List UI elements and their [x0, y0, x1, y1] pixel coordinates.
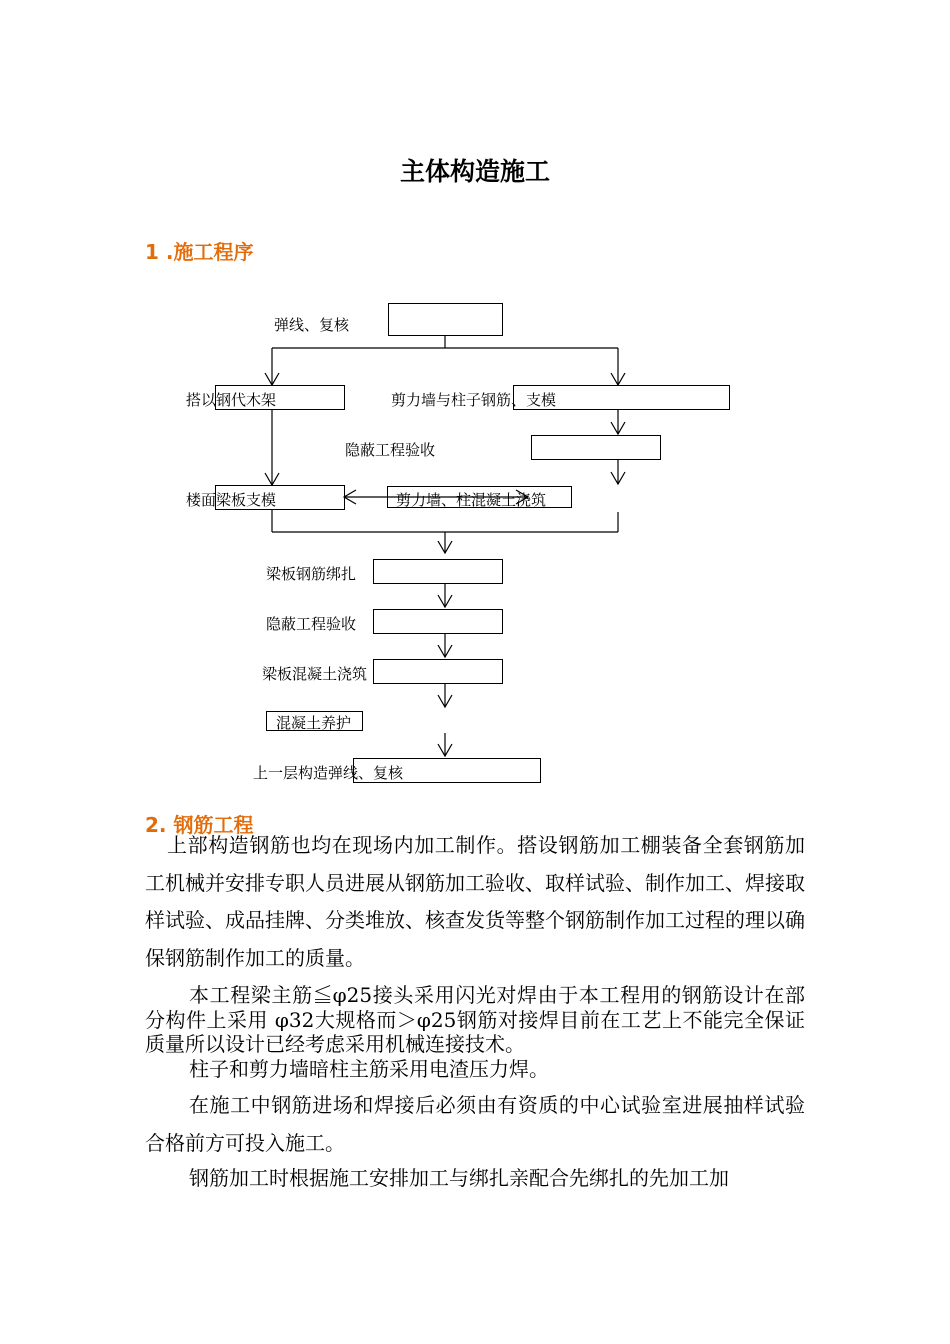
flow-box-start: [388, 303, 503, 336]
paragraph-4: 在施工中钢筋进场和焊接后必须由有资质的中心试验室进展抽样试验合格前方可投入施工。: [145, 1093, 805, 1155]
flow-label-beam-concrete: 梁板混凝土浇筑: [262, 665, 368, 683]
flow-label-concealed-1: 隐蔽工程验收: [345, 441, 436, 459]
flow-label-beam-rebar: 梁板钢筋绑扎: [266, 565, 357, 583]
flow-label-snap-line: 弹线、复核: [274, 316, 350, 334]
paragraph-3: 柱子和剪力墙暗柱主筋采用电渣压力焊。: [189, 1057, 549, 1081]
flow-box-concealed-right: [531, 435, 661, 460]
flow-label-wall-concrete: 剪力墙、柱混凝土浇筑: [396, 491, 547, 509]
page-title: 主体构造施工: [399, 157, 550, 186]
flow-label-curing: 混凝土养护: [276, 714, 352, 732]
paragraph-1: 上部构造钢筋也均在现场内加工制作。搭设钢筋加工棚装备全套钢筋加工机械并安排专职人员进展从钢筋加工验收、取样试验、制作加工、焊接取样试验、成品挂牌、分类堆放、核查发货等整个钢筋制作加工过程的理以确保钢筋制作加工的质量。: [145, 833, 805, 970]
flow-label-wall-rebar: 剪力墙与柱子钢筋、支模: [391, 391, 557, 409]
paragraph-2: 本工程梁主筋≦φ25接头采用闪光对焊由于本工程用的钢筋设计在部分构件上采用 φ32大规格而＞φ25钢筋对接焊目前在工艺上不能完全保证质量所以设计已经考虑采用机械连接技术。: [145, 983, 805, 1056]
flow-label-floor-formwork: 楼面梁板支模: [186, 491, 277, 509]
section-heading-2: 2. 钢筋工程: [145, 813, 254, 837]
flow-box-beam-rebar: [373, 559, 503, 584]
paragraph-5: 钢筋加工时根据施工安排加工与绑扎亲配合先绑扎的先加工加: [189, 1166, 729, 1190]
flow-label-scaffold: 搭以钢代木架: [186, 391, 277, 409]
section-heading-1: 1 .施工程序: [145, 240, 254, 264]
flow-box-concealed-center: [373, 609, 503, 634]
flow-box-beam-concrete: [373, 659, 503, 684]
flow-label-concealed-2: 隐蔽工程验收: [266, 615, 357, 633]
flow-label-next-floor: 上一层构造弹线、复核: [253, 764, 404, 782]
